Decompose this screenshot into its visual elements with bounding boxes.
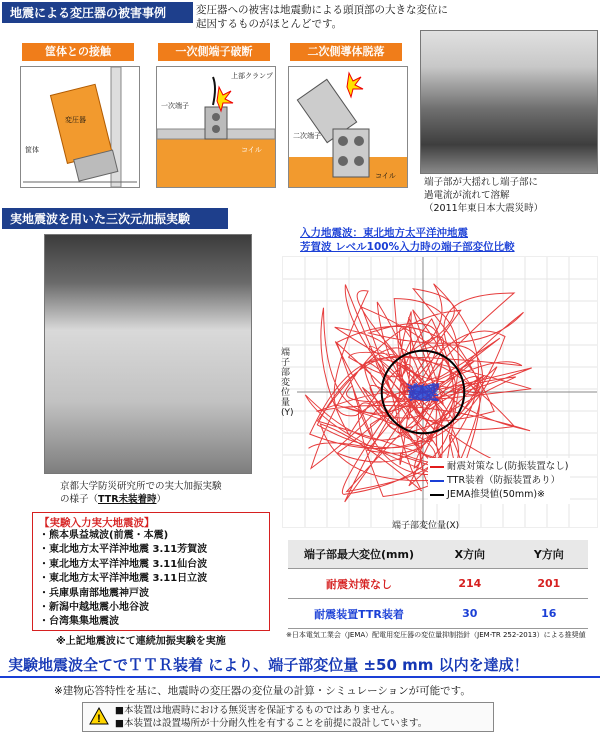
row-none-x: 214 [430,569,510,599]
earthquake-note: ※上記地震波にて連続加振実験を実施 [56,636,226,647]
chart-legend [428,458,570,504]
legend-no-countermeasure: 耐震対策なし(防振装置なし) [447,461,569,472]
conclusion: 実験地震波全てでＴＴＲ装着 により、端子部変位量 ±50 mm 以内を達成！ [8,656,529,674]
row-label-ttr: 耐震装置TTR装着 [288,599,430,629]
chart-title: 入力地震波：東北地方太平洋沖地震 芳賀波 レベル100%入力時の端子部変位比較 [300,227,515,253]
diagram-casing-contact [20,66,140,188]
earthquake-list-title: 【実験入力実大地震波】 [39,517,155,529]
diagram-secondary-conductor [288,66,408,188]
diagram-primary-terminal [156,66,276,188]
label-primary-terminal: 一次端子 [161,102,189,110]
label-transformer: 変圧器 [65,116,86,124]
legend-swatch-red [430,466,444,468]
tag-casing-contact: 筐体との接触 [22,43,134,61]
legend-swatch-black [430,494,444,496]
list-item: ・台湾集集地震波 [39,616,119,628]
list-item: ・兵庫県南部地震神戸波 [39,587,149,599]
row-ttr-x: 30 [430,599,510,629]
damage-intro: 変圧器への被害は地震動による頭頂部の大きな変位に 起因するものがほとんどです。 [196,4,448,30]
earthquake-list [39,529,207,630]
table-row [288,569,588,599]
earthquake-list-box [32,512,270,631]
chart-ylabel: 端子部変位量(Y) [281,348,294,418]
legend-jema: JEMA推奨値(50mm)※ [447,489,546,500]
experiment-photo [44,234,252,474]
header-max-displacement: 端子部最大変位(mm) [288,540,430,569]
warning-texts: ■本装置は地震時における無災害を保証するものではありません。 ■本装置は設置場所が十分耐久性を有することを前提に設計しています。 [115,705,428,729]
list-item: ・東北地方太平洋沖地震 3.11日立波 [39,573,208,585]
list-item: ・東北地方太平洋沖地震 3.11仙台波 [39,558,208,570]
warning-icon [89,707,109,725]
conclusion-underline [0,676,600,678]
row-ttr-y: 16 [510,599,588,629]
tag-primary-terminal-break: 一次側端子破断 [158,43,270,61]
header-y: Y方向 [510,540,588,569]
section-title-damage: 地震による変圧器の被害事例 [2,2,193,23]
damage-photo-caption: 端子部が大揺れし端子部に 過電流が流れて溶解 （2011年東日本大震災時） [424,177,544,214]
svg-text:!: ! [97,713,101,725]
section-title-experiment: 実地震波を用いた三次元加振実験 [2,208,228,229]
legend-ttr: TTR装着（防振装置あり） [447,475,561,486]
label-coil-2: コイル [375,172,396,180]
label-upper-clamp: 上部クランプ [231,72,273,80]
list-item: ・新潟中越地震小地谷波 [39,602,149,614]
chart-xlabel: 端子部変位量(X) [392,521,460,531]
damage-photo [420,30,598,174]
table-note: ※日本電気工業会（JEMA）配電用変圧器の変位量抑制指針（JEM-TR 252-2013）による推奨値 [286,631,586,639]
secondary-conductor-illustration [289,67,407,187]
footnote: ※建物応答特性を基に、地震時の変圧器の変位量の計算・シミュレーションが可能です。 [54,685,471,697]
header-x: X方向 [430,540,510,569]
results-table [288,540,588,629]
primary-terminal-illustration [157,67,275,187]
label-coil: コイル [241,146,262,154]
list-item: ・東北地方太平洋沖地震 3.11芳賀波 [39,544,208,556]
experiment-photo-caption: 京都大学防災研究所での実大加振実験 の様子（TTR未装着時） [60,481,222,505]
label-secondary-terminal: 二次端子 [293,132,321,140]
warning-box [82,702,494,732]
casing-contact-illustration [21,67,139,187]
list-item: ・熊本県益城波(前震・本震) [39,530,169,541]
row-none-y: 201 [510,569,588,599]
table-header-row [288,540,588,569]
label-casing: 筐体 [25,146,39,154]
tag-secondary-conductor-fall: 二次側導体脱落 [290,43,402,61]
legend-swatch-blue [430,480,444,482]
table-row [288,599,588,629]
row-label-none: 耐震対策なし [288,569,430,599]
